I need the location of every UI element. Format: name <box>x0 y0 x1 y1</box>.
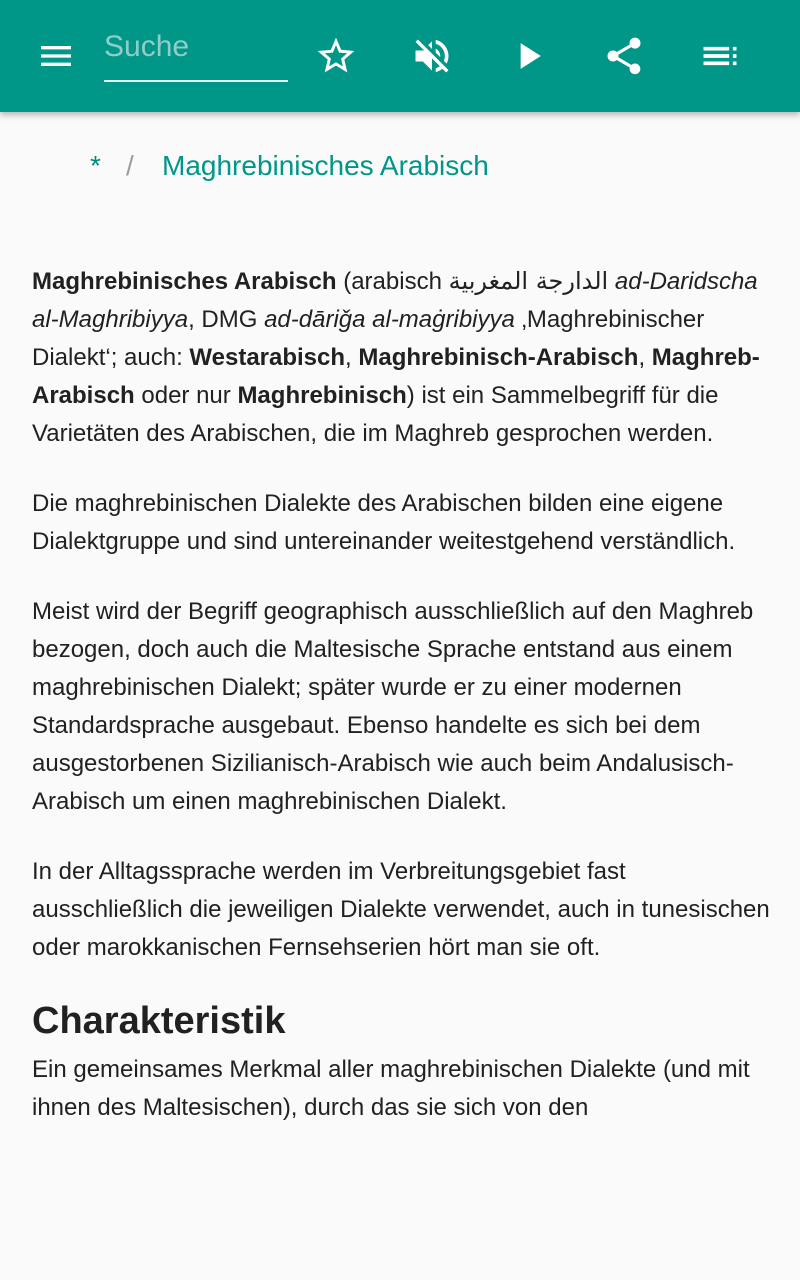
play-button[interactable] <box>496 24 560 88</box>
article-term: Maghrebinisches Arabisch <box>32 268 337 295</box>
article-text: , <box>345 344 359 371</box>
article-text: , <box>638 344 652 371</box>
article-term: Maghrebinisch <box>237 382 407 409</box>
article-term: Maghrebinisch-Arabisch <box>358 344 639 371</box>
table-of-contents-button[interactable] <box>688 24 752 88</box>
table-of-contents-icon <box>698 34 742 78</box>
arabic-term: الدارجة المغربية <box>448 267 609 295</box>
article-term: Maghreb-Arabisch <box>32 344 760 409</box>
app-toolbar <box>0 0 800 112</box>
article-paragraph: Die maghrebinischen Dialekte des Arabischen bilden eine eigene Dialektgruppe und sind untereinander weitestgehend verständlich. <box>32 490 736 555</box>
section-heading: Charakteristik <box>32 1000 286 1042</box>
article-paragraph: In der Alltagssprache werden im Verbreitungsgebiet fast ausschließlich die jeweiligen Dialekte verwendet, auch in tunesischen oder marokkanischen Fernsehserien hört man sie oft. <box>32 858 770 961</box>
article-text: ) ist ein Sammelbegriff für die Varietäten des Arabischen, die im Maghreb gesprochen werden. <box>32 382 719 447</box>
share-icon <box>602 34 646 78</box>
mute-button[interactable] <box>400 24 464 88</box>
menu-button[interactable] <box>24 24 88 88</box>
hamburger-menu-icon <box>36 36 76 76</box>
article-term: Westarabisch <box>189 344 346 371</box>
article-paragraph <box>32 262 772 453</box>
article-paragraph: Ein gemeinsames Merkmal aller maghrebinischen Dialekte (und mit ihnen des Maltesischen), durch das sie sich von den <box>32 1056 750 1121</box>
search-input[interactable] <box>104 22 288 72</box>
article-text: , DMG <box>188 306 265 333</box>
article-text: ‚Maghrebinischer Dialekt‘; auch: <box>32 306 705 371</box>
breadcrumb-separator: / <box>126 150 134 181</box>
play-icon <box>506 34 550 78</box>
breadcrumb-current-page[interactable]: Maghrebinisches Arabisch <box>162 150 489 181</box>
transliteration: ad-Daridscha al-Maghribiyya <box>32 268 758 333</box>
dmg-transliteration: ad-dāriǧa al-maġribiyya <box>264 306 515 333</box>
article-paragraph: Meist wird der Begriff geographisch ausschließlich auf den Maghreb bezogen, doch auch die Maltesische Sprache entstand aus einem maghrebinischen Dialekt; später wurde er zu einer modernen Standardsprache ausgebaut. Ebenso handelte es sich bei dem ausgestorbenen Sizilianisch-Arabisch wie auch beim Andalusisch-Arabisch um einen maghrebinischen Dialekt. <box>32 598 754 815</box>
breadcrumb-root-link[interactable]: * <box>90 150 101 181</box>
bookmark-button[interactable] <box>304 24 368 88</box>
article-text <box>608 268 615 295</box>
article-text: oder nur <box>134 382 238 409</box>
article-text: (arabisch <box>336 268 449 295</box>
volume-off-icon <box>410 34 454 78</box>
breadcrumb <box>0 140 800 196</box>
star-outline-icon <box>314 34 358 78</box>
share-button[interactable] <box>592 24 656 88</box>
article-content <box>32 262 772 1159</box>
search-field[interactable] <box>104 22 288 82</box>
